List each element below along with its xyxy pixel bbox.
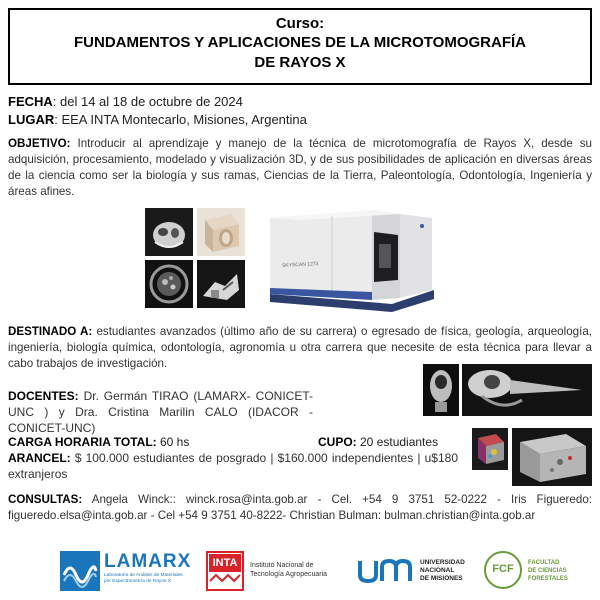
arancel-paragraph	[8, 450, 458, 482]
course-title-line2: DE RAYOS X	[254, 54, 346, 71]
fcf-line1: FACULTAD	[528, 560, 560, 566]
skyscan-machine-image	[262, 204, 437, 312]
unam-line2: NACIONAL	[420, 567, 455, 574]
carga-value: 60 hs	[156, 435, 190, 449]
cupo-line	[318, 434, 438, 450]
ct-image-skull	[145, 208, 193, 256]
ct-image-crosssection	[145, 260, 193, 308]
unam-line1: UNIVERSIDAD	[420, 559, 465, 566]
fcf-text	[528, 559, 568, 583]
objetivo-label: OBJETIVO:	[8, 137, 71, 150]
ct-image-fossil	[197, 260, 245, 308]
lugar-label: LUGAR	[8, 112, 55, 127]
inta-text	[250, 561, 327, 579]
lamarx-wave-icon	[60, 551, 100, 591]
course-title-line1: FUNDAMENTOS Y APLICACIONES DE LA MICROTOMOGRAFÍA	[74, 34, 526, 51]
unam-logo-icon	[356, 555, 414, 585]
objetivo-text: Introducir al aprendizaje y manejo de la técnica de microtomografía de Rayos X, desde su adquisición, procesamiento, modelado y visualización 3D, y de sus posibilidades de aplicación en diversas áreas de la ciencia como ser la biología y sus ramas, Ciencias de la Tierra, Paleontología, Odontología, Ingeniería y áreas afines.	[8, 137, 592, 198]
destinado-text: estudiantes avanzados (último año de su carrera) o egresado de física, geología, arqueología, ingeniería, biología química, odontología, agronomía u otra carrera que necesite de esta técnica para llevar a cabo trabajos de investigación.	[8, 325, 592, 370]
cupo-label: CUPO:	[318, 435, 357, 449]
lamarx-name: LAMARX	[104, 551, 192, 572]
lugar-line	[8, 112, 307, 128]
course-label: Curso:	[275, 15, 325, 32]
cupo-value: 20 estudiantes	[356, 435, 439, 449]
ct-image-block	[197, 208, 245, 256]
fecha-line	[8, 94, 243, 110]
title-box	[8, 8, 592, 85]
lamarx-sub2: por Espectrometría de Rayos X	[104, 579, 171, 584]
inta-logo	[206, 551, 244, 591]
fcf-line2: DE CIENCIAS	[528, 568, 567, 574]
arancel-label: ARANCEL:	[8, 451, 71, 465]
unam-line3: DE MISIONES	[420, 575, 463, 582]
logos-row	[0, 545, 600, 600]
fecha-label: FECHA	[8, 94, 53, 109]
lamarx-subtitle	[104, 573, 183, 585]
ct-image-bird-skull	[462, 364, 592, 416]
ct-image-skull-side	[423, 364, 459, 416]
consultas-label: CONSULTAS:	[8, 493, 83, 506]
inta-mark: INTA	[209, 554, 241, 572]
carga-label: CARGA HORARIA TOTAL:	[8, 435, 157, 449]
lugar-value: : EEA INTA Montecarlo, Misiones, Argentina	[54, 112, 307, 127]
unam-text	[420, 559, 465, 583]
fcf-logo	[484, 551, 522, 589]
fcf-mark: FCF	[492, 563, 514, 575]
docentes-label: DOCENTES:	[8, 389, 79, 403]
arancel-text: $ 100.000 estudiantes de posgrado | $160.000 independientes | u$180 extranjeros	[8, 451, 458, 481]
ct-image-color-cube	[472, 428, 508, 470]
consultas-paragraph	[8, 492, 592, 524]
consultas-text: Angela Winck:: winck.rosa@inta.gob.ar - Cel. +54 9 3751 52-0222 - Iris Figueredo: figueredo.elsa@inta.gob.ar - Cel +54 9 3751 40-8222- Christian Bulman: bulman.christian@inta.gob.ar	[8, 493, 592, 522]
fecha-value: : del 14 al 18 de octubre de 2024	[52, 94, 243, 109]
destinado-label: DESTINADO A:	[8, 325, 93, 338]
objetivo-paragraph	[8, 136, 592, 200]
machine-label: SKYSCAN 1273	[281, 261, 319, 269]
lamarx-sub1: Laboratorio de Análisis de Materiales	[104, 573, 183, 578]
ct-image-rock	[512, 428, 592, 486]
fcf-line3: FORESTALES	[528, 576, 568, 582]
inta-line2: Tecnología Agropecuaria	[250, 571, 328, 578]
carga-line	[8, 434, 189, 450]
inta-line1: Instituto Nacional de	[250, 562, 314, 569]
docentes-text: Dr. Germán TIRAO (LAMARX- CONICET-UNC ) y Dra. Cristina Marilin CALO (IDACOR - CONICET-UNC)	[8, 389, 313, 435]
docentes-paragraph	[8, 388, 313, 436]
